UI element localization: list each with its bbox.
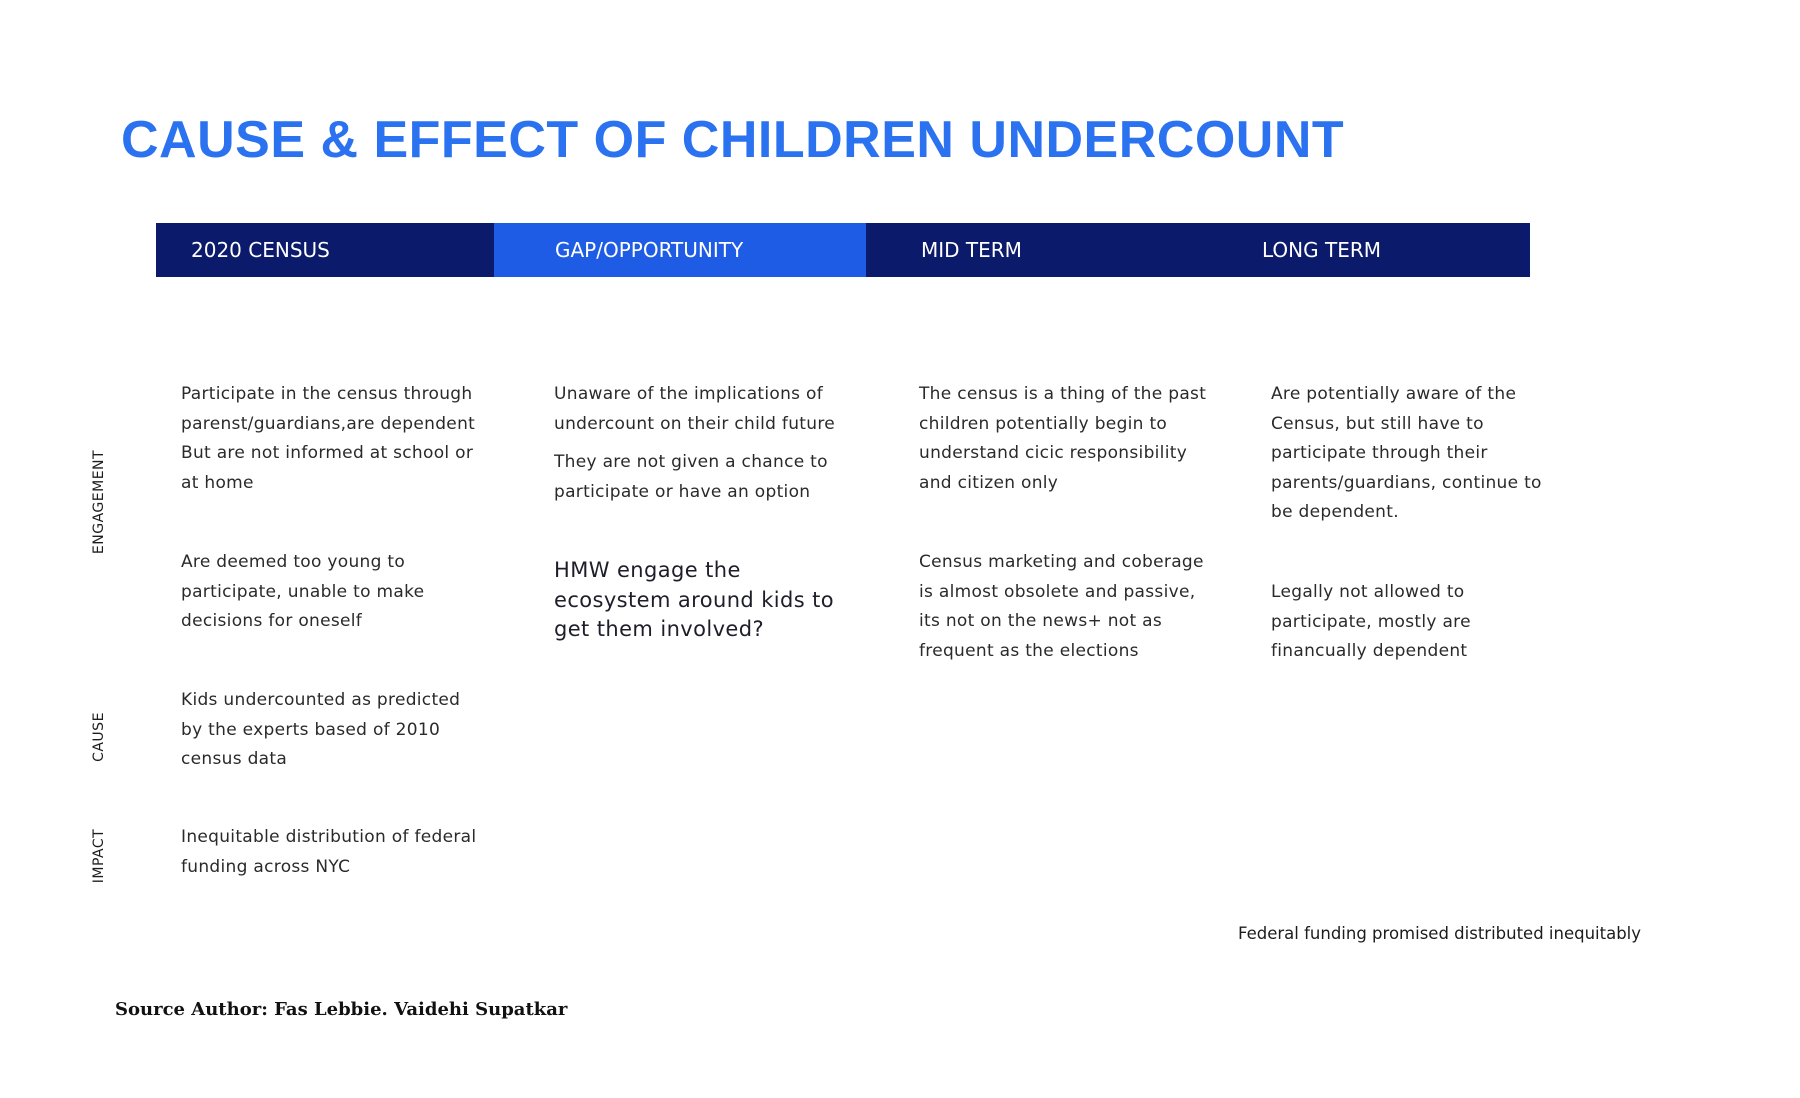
header-2020-census — [156, 223, 494, 277]
gap-engagement-text-2: They are not given a chance to participate or have an option — [554, 452, 828, 502]
mid-engagement-text-2: Census marketing and coberage is almost obsolete and passive, its not on the news+ not as frequent as the elections — [919, 552, 1204, 661]
page-title: CAUSE & EFFECT OF CHILDREN UNDERCOUNT — [121, 111, 1345, 169]
header-gap-opportunity-label: GAP/OPPORTUNITY — [555, 238, 744, 262]
census-cause-text: Kids undercounted as predicted by the experts based of 2010 census data — [181, 690, 461, 769]
gap-engagement-text-1: Unaware of the implications of undercount on their child future — [554, 384, 836, 434]
source-credit: Source Author: Fas Lebbie. Vaidehi Supatkar — [115, 999, 568, 1020]
mid-engagement-text-1: The census is a thing of the past children potentially begin to understand cicic responsibility and citizen only — [919, 384, 1207, 493]
funding-note: Federal funding promised distributed inequitably — [1238, 924, 1642, 943]
header-long-term-label: LONG TERM — [1262, 238, 1381, 262]
row-label-impact: IMPACT — [91, 828, 107, 884]
long-engagement-text-1: Are potentially aware of the Census, but still have to participate through their parents/guardians, continue to be dependent. — [1271, 384, 1542, 522]
column-header-bar — [156, 223, 1530, 277]
long-engagement-text-2: Legally not allowed to participate, mostly are financually dependent — [1271, 582, 1471, 661]
census-impact-text: Inequitable distribution of federal funding across NYC — [181, 827, 477, 877]
gap-hmw-question: HMW engage the ecosystem around kids to get them involved? — [554, 558, 835, 641]
census-engagement-text-1: Participate in the census through parenst/guardians,are dependent But are not informed at school or at home — [181, 384, 476, 493]
header-long-term — [1196, 223, 1530, 277]
row-label-engagement: ENGAGEMENT — [91, 449, 107, 555]
header-mid-term-label: MID TERM — [921, 238, 1022, 262]
header-mid-term — [866, 223, 1196, 277]
header-gap-opportunity — [494, 223, 866, 277]
census-engagement-text-2: Are deemed too young to participate, unable to make decisions for oneself — [181, 552, 425, 631]
header-2020-census-label: 2020 CENSUS — [191, 238, 330, 262]
row-label-cause: CAUSE — [91, 712, 107, 762]
